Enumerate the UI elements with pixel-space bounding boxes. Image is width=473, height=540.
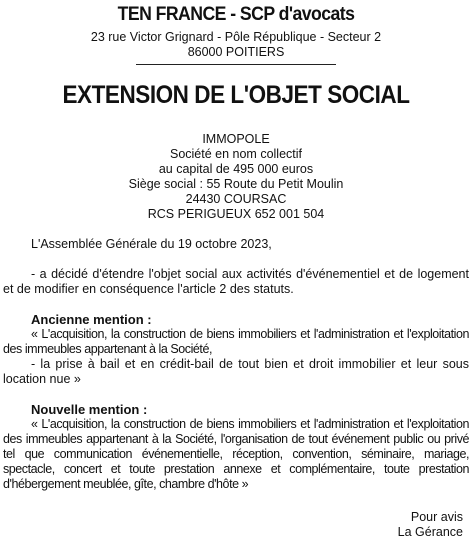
company-city: 24430 COURSAC (185, 192, 287, 206)
notice-title: EXTENSION DE L'OBJET SOCIAL (62, 81, 410, 109)
company-capital: au capital de 495 000 euros (158, 162, 314, 176)
old-mention-heading: Ancienne mention : (31, 312, 152, 327)
old-mention-paragraph-1: « L'acquisition, la construction de biens immobiliers et l'administration et l'exploitation des immeubles appartenant à la Société, (3, 327, 469, 356)
company-name: IMMOPOLE (202, 132, 270, 146)
firm-name: TEN FRANCE - SCP d'avocats (117, 4, 355, 25)
legal-notice (0, 4, 473, 539)
old-mention-paragraph-2: - la prise à bail et en crédit-bail de tout bien et droit immobilier et leur sous location nue » (3, 357, 469, 386)
firm-address-line2: 86000 POITIERS (187, 45, 285, 59)
company-seat: Siège social : 55 Route du Petit Moulin (128, 177, 344, 191)
signature-line1: Pour avis (410, 510, 463, 524)
company-block (3, 132, 469, 222)
intro-paragraph: L'Assemblée Générale du 19 octobre 2023, (31, 237, 272, 251)
separator-rule (136, 64, 336, 65)
new-mention-paragraph: « L'acquisition, la construction de biens immobiliers et l'administration et l'exploitation des immeubles appartenant à la Société, l'organisation de tout événement public ou privé tel que communication événementielle, réception, convention, séminaire, mariage, spectacle, concert et toute prestation annexe et complémentaire, toute prestation d'hébergement meublée, gîte, chambre d'hôte » (3, 417, 469, 491)
signature-line2: La Gérance (397, 525, 463, 539)
decision-paragraph: - a décidé d'étendre l'objet social aux activités d'événementiel et de logement et de modifier en conséquence l'article 2 des statuts. (3, 267, 469, 296)
company-rcs: RCS PERIGUEUX 652 001 504 (147, 207, 325, 221)
new-mention-heading: Nouvelle mention : (31, 402, 148, 417)
company-form: Société en nom collectif (169, 147, 302, 161)
firm-address-line1: 23 rue Victor Grignard - Pôle République - Secteur 2 (90, 30, 382, 44)
